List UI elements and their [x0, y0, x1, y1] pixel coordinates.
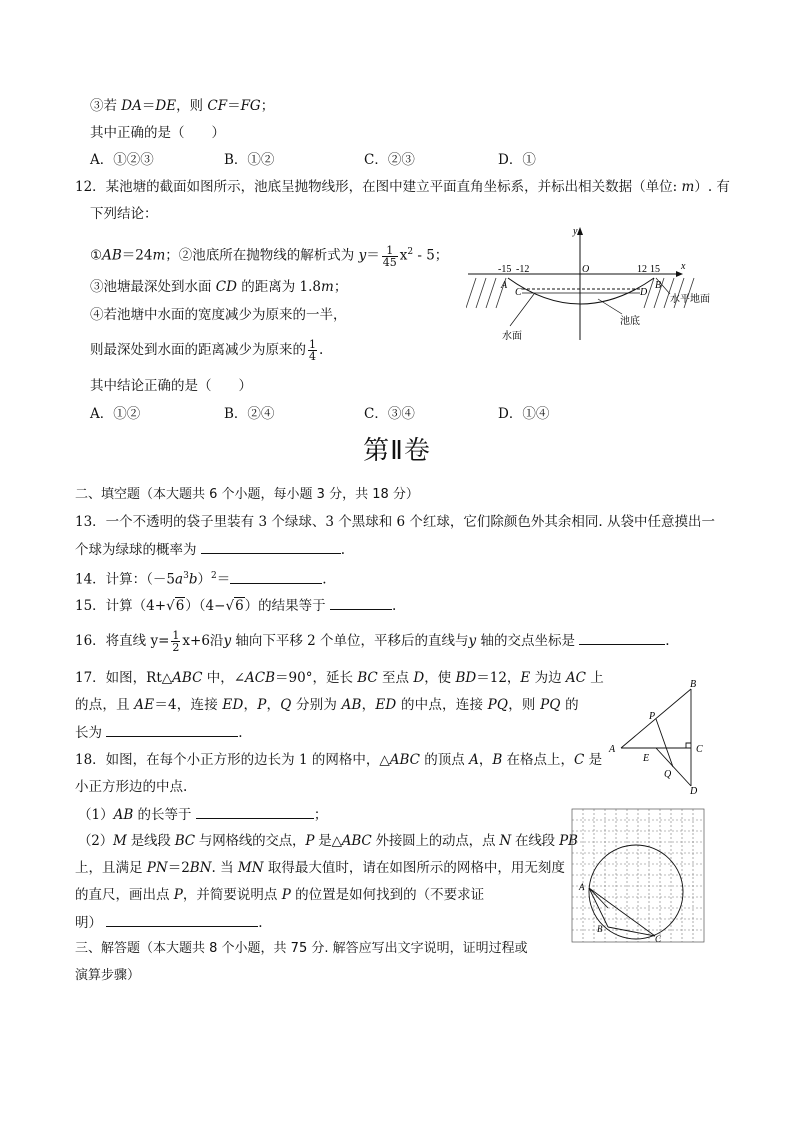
q11-prompt: 其中正确的是（ ）: [90, 125, 225, 141]
q17-line2: 的点，且 AE＝4，连接 ED，P，Q 分别为 AB，ED 的中点，连接 PQ，则 PQ 的: [75, 697, 579, 713]
answer-blank[interactable]: [201, 540, 341, 554]
q12-option-c: C．③④: [364, 406, 415, 422]
tick-minus-15: -15: [498, 264, 512, 275]
q12-option-a: A．①②: [90, 406, 141, 422]
q16: 16．将直线 y= $\frac{1}{2}$ x+6沿y 轴向下平移 2 个单位，平移后的直线与y 轴的交点坐标是 .: [75, 629, 670, 654]
label-q: Q: [664, 769, 672, 780]
label-pond-bottom: 池底: [620, 316, 640, 327]
q12-prompt: 其中结论正确的是（ ）: [90, 378, 252, 394]
label-a: A: [501, 280, 508, 291]
q17-line1: 17．如图，Rt△ABC 中，∠ACB＝90°，延长 BC 至点 D，使 BD＝12，E 为边 AC 上: [75, 670, 604, 686]
part3-title-line2: 演算步骤）: [75, 968, 141, 983]
q15: 15．计算（4+√6）（4−√6）的结果等于 .: [75, 598, 397, 614]
label-c: C: [515, 287, 522, 298]
segment-ed: [656, 748, 691, 786]
leader-line-water: [510, 294, 534, 326]
leader-line-bottom: [598, 299, 622, 314]
answer-blank[interactable]: [230, 570, 322, 584]
tick-15: 15: [650, 264, 660, 275]
q18-line2: 小正方形边的中点.: [75, 779, 188, 795]
q18-part2-line4: 明） .: [75, 915, 263, 931]
label-e: E: [643, 753, 650, 764]
q11-item-3: ③若 DA＝DE，则 CF＝FG；: [90, 98, 275, 114]
label-y: y: [573, 226, 578, 237]
part2-title: 二、填空题（本大题共 6 个小题，每小题 3 分，共 18 分）: [75, 487, 419, 502]
part3-title-line1: 三、解答题（本大题共 8 个小题，共 75 分. 解答应写出文字说明，证明过程或: [75, 941, 528, 956]
q14: 14．计算：$(-5a^3b)^2=$ .: [75, 571, 327, 588]
circumcircle: [589, 845, 683, 939]
answer-blank[interactable]: [106, 913, 258, 927]
q13-line1: 13．一个不透明的袋子里装有 3 个绿球、3 个黑球和 6 个红球，它们除颜色外其余相同. 从袋中任意摸出一: [75, 514, 715, 530]
tick-12: 12: [637, 264, 647, 275]
label-c: C: [655, 934, 662, 944]
hatch-line: [476, 278, 486, 308]
q12-conclusion-4: ④若池塘中水面的宽度减少为原来的一半，: [90, 307, 347, 323]
segment-bc: [608, 927, 655, 936]
answer-blank[interactable]: [196, 805, 314, 819]
label-ground: 水平地面: [670, 294, 710, 305]
q18-part2-line1: （2）M 是线段 BC 与网格线的交点，P 是△ABC 外接圆上的动点，点 N 在线段 PB: [78, 833, 578, 849]
q18-part1: （1）AB 的长等于 ；: [78, 807, 328, 823]
fraction: $\frac{1}{45}$: [382, 243, 397, 269]
tick-minus-12: -12: [516, 264, 530, 275]
q11-option-b: B．①②: [224, 152, 275, 168]
fraction: $\frac{1}{2}$: [172, 629, 180, 654]
right-angle-mark: [686, 743, 691, 748]
segment-pq: [656, 719, 673, 767]
triangle-figure-q17: [606, 676, 716, 796]
answer-blank[interactable]: [579, 631, 665, 645]
q12-stem-line2: 下列结论：: [90, 206, 158, 222]
q12-stem-line1: 12．某池塘的截面如图所示，池底呈抛物线形，在图中建立平面直角坐标系，并标出相关数据（单位: m）. 有: [75, 179, 730, 195]
q12-option-d: D．①④: [498, 406, 550, 422]
q12-conclusions-1-2: ①AB＝24m；②池底所在抛物线的解析式为 y＝ $\frac{1}{45}$ $x^2 - 5$；: [90, 243, 449, 269]
label-origin: O: [582, 264, 590, 275]
q11-option-c: C．②③: [364, 152, 415, 168]
q11-option-d: D．①: [498, 152, 536, 168]
label-p: P: [649, 711, 656, 722]
label-b: B: [655, 280, 662, 291]
y-axis-arrow: [577, 227, 583, 235]
answer-blank[interactable]: [330, 596, 392, 610]
label-b: B: [690, 679, 697, 690]
pond-cross-section-figure: [466, 222, 736, 350]
q18-part2-line3: 的直尺，画出点 P，并简要说明点 P 的位置是如何找到的（不要求证: [75, 887, 485, 903]
label-a: A: [579, 882, 585, 892]
answer-blank[interactable]: [106, 723, 238, 737]
fraction: $\frac{1}{4}$: [309, 338, 316, 363]
label-a: A: [609, 744, 616, 755]
label-c: C: [696, 744, 703, 755]
q11-option-a: A．①②③: [90, 152, 154, 168]
label-x: x: [681, 261, 686, 272]
hatch-line: [466, 278, 476, 308]
q17-line3: 长为 .: [75, 725, 243, 741]
q18-part2-line2: 上，且满足 PN＝2BN. 当 MN 取得最大值时，请在如图所示的网格中，用无刻度: [75, 860, 565, 876]
label-b: B: [597, 924, 603, 934]
pond-bottom-curve: [508, 278, 654, 304]
segment-ab: [621, 689, 691, 748]
section-title: 第Ⅱ卷: [363, 436, 431, 466]
grid-figure-q18: [571, 808, 705, 944]
q18-line1: 18．如图，在每个小正方形的边长为 1 的网格中，△ABC 的顶点 A，B 在格点上，C 是: [75, 752, 603, 768]
q12-option-b: B．②④: [224, 406, 275, 422]
q12-conclusion-4-line2: 则最深处到水面的距离减少为原来的 $\frac{1}{4}$ .: [90, 338, 324, 363]
q13-line2: 个球为绿球的概率为 .: [75, 542, 346, 558]
q12-conclusion-3: ③池塘最深处到水面 CD 的距离为 1.8m；: [90, 279, 348, 295]
label-d: D: [690, 786, 698, 796]
label-water: 水面: [502, 331, 522, 342]
label-d: D: [640, 287, 648, 298]
hatch-line: [486, 278, 496, 308]
